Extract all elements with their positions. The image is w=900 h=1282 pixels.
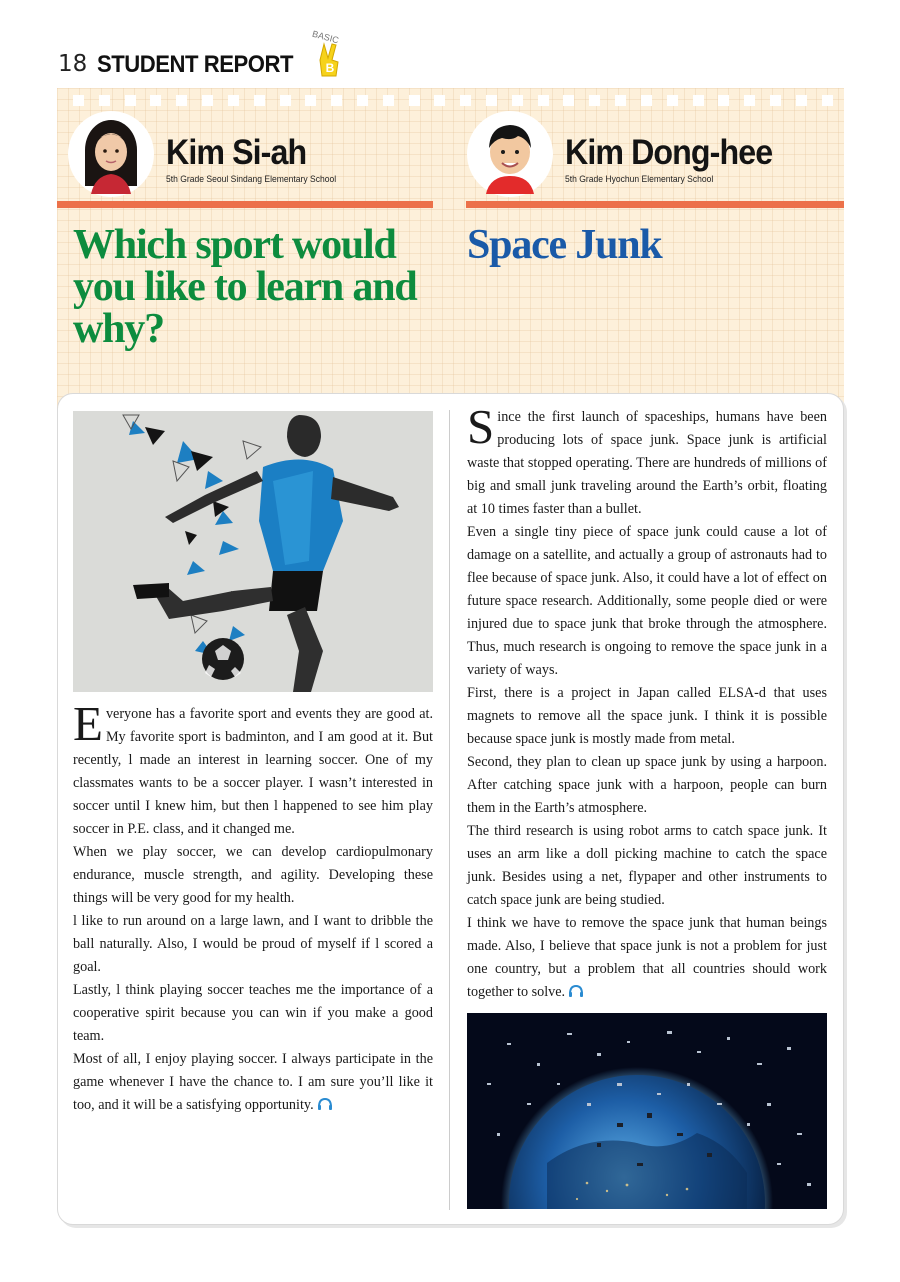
victory-hand-icon: [316, 42, 344, 78]
boy-portrait-icon: [472, 114, 548, 194]
page-number: 18: [58, 51, 88, 77]
basic-badge-icon: [311, 28, 346, 80]
soccer-player-icon: [73, 411, 433, 692]
left-author: [68, 110, 355, 198]
soccer-player-image: [73, 411, 433, 692]
paragraph: l like to run around on a large lawn, and I want to dribble the ball naturally. Also, I would be proud of myself if l scored a goal.: [73, 913, 433, 975]
paragraph: First, there is a project in Japan called ELSA-d that uses magnets to remove all the space junk. I think it is possible because space junk is mostly made from metal.: [467, 685, 827, 747]
author-name: Kim Si-ah: [166, 133, 307, 172]
paragraph-text: veryone has a favorite sport and events they are good at. My favorite sport is badminton, and I am good at it. But recently, l made an interest in learning soccer. One of my classmates wants to be a soccer player. I wasn’t interested in soccer until I knew him, but then l happened to see him play soccer in P.E. class, and it changed me.: [73, 706, 433, 837]
author-school: 5th Grade Hyochun Elementary School: [565, 174, 714, 185]
paragraph: Even a single tiny piece of space junk could cause a lot of damage on a satellite, and actually a group of astronauts had to flee because of space junk. Also, it could have a lot of effect on future space research. Additionally, some people died or were injured due to space junk that broke through the atmosphere. Thus, much research is ongoing to remove the space junk in a variety of ways.: [467, 524, 827, 678]
paragraph: Second, they plan to clean up space junk by using a harpoon. After catching space junk with a harpoon, people can burn them in the Earth’s atmosphere.: [467, 754, 827, 816]
section-title: STUDENT REPORT: [97, 51, 294, 78]
author-name: Kim Dong-hee: [565, 133, 773, 172]
avatar: [68, 111, 154, 197]
paragraph: [73, 696, 433, 841]
paragraph: The third research is using robot arms to catch space junk. It uses an arm like a doll picking machine to catch the space junk. Besides using a net, flypaper and other instruments to catch space junk are being studied.: [467, 823, 827, 908]
paragraph: Lastly, l think playing soccer teaches me the importance of a cooperative spirit because you can win if you make a good team.: [73, 982, 433, 1044]
badge-letter: B: [325, 61, 335, 75]
left-divider-rule: [57, 201, 433, 208]
dropcap: S: [467, 399, 495, 454]
paragraph-text: Most of all, I enjoy playing soccer. I always participate in the game whenever I have the chance to. I am sure you’ll like it too, and it will be a satisfying opportunity.: [73, 1051, 433, 1113]
dot-strip: [73, 95, 833, 107]
column-divider: [449, 410, 450, 1210]
earth-icon: [467, 1013, 827, 1209]
avatar: [467, 111, 553, 197]
right-article-body: [467, 399, 827, 1004]
girl-portrait-icon: [73, 114, 149, 194]
right-article-title: Space Junk: [467, 222, 662, 268]
author-school: 5th Grade Seoul Sindang Elementary School: [166, 174, 337, 185]
left-article-title: Which sport would you like to learn and why?: [73, 222, 417, 352]
badge-label: BASIC: [311, 28, 341, 46]
dropcap: E: [73, 696, 103, 751]
right-author: [467, 110, 790, 198]
paragraph: [467, 399, 827, 521]
earth-space-junk-image: [467, 1013, 827, 1209]
paragraph-text: ince the first launch of spaceships, humans have been producing lots of space junk. Space junk is artificial waste that stopped operating. There are hundreds of millions of big and small junk traveling around the Earth’s orbit, floating at 10 times faster than a bullet.: [467, 409, 827, 517]
paragraph-text: I think we have to remove the space junk that human beings made. Also, I believe that space junk is not a problem for just one country, but a problem that all countries should work together to solve.: [467, 915, 827, 1000]
right-divider-rule: [466, 201, 844, 208]
paragraph: [73, 1048, 433, 1117]
paragraph: When we play soccer, we can develop cardiopulmonary endurance, muscle strength, and agility. Developing these things will be very good for my health.: [73, 844, 433, 906]
page-header: [58, 30, 346, 80]
headphones-icon: [568, 984, 584, 998]
paragraph: [467, 912, 827, 1004]
headphones-icon: [317, 1097, 333, 1111]
left-article-body: [73, 696, 433, 1117]
